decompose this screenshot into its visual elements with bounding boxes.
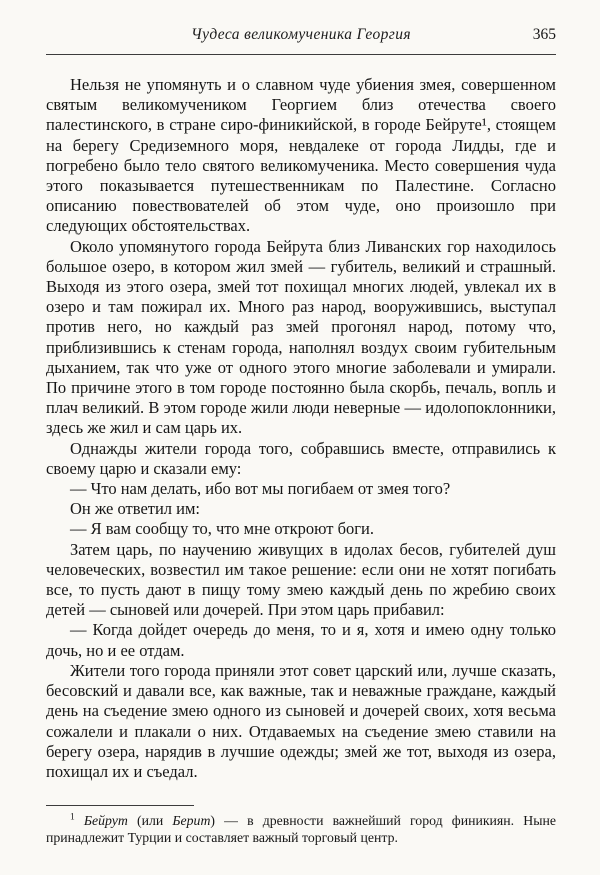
body-text (46, 75, 556, 782)
footnote-term-beirut: Бейрут (83, 812, 128, 828)
body-paragraph: Жители того города приняли этот совет царский или, лучше сказать, бесовский и давали все, как важные, так и неважные граждане, каждый день на съедение змею одного из сыновей и дочерей своих, хотя весьма сожалели и плакали о них. Отдаваемых на съедение змею ставили на берегу озера, нарядив в лучшие одежды; змей же тот, выходя из озера, похищал их и съедал. (46, 660, 556, 781)
footnote-text-rest: ) — в древности важнейший город финикиян. Ныне принадлежит Турции и составляет важный торговый центр. (46, 812, 556, 846)
footnote-term-berit: Берит (172, 812, 211, 828)
body-paragraph: Однажды жители города того, собравшись вместе, отправились к своему царю и сказали ему: (46, 438, 556, 478)
footnote-text-mid: (или (127, 812, 173, 828)
footnote-rule (46, 805, 194, 806)
body-paragraph: Он же ответил им: (70, 499, 201, 519)
dialogue-paragraph: — Когда дойдет очередь до меня, то и я, хотя и имею одну только дочь, но и ее отдам. (46, 620, 556, 660)
header-rule (46, 54, 556, 55)
page-header (46, 26, 556, 48)
footnote-block (46, 805, 556, 875)
body-paragraph: Затем царь, по научению живущих в идолах бесов, губителей душ человеческих, возвестил им такое решение: если они не хотят погибать все, то пусть дают в пищу тому змею каждый день по жребию своих детей — сыновей или дочерей. При этом царь прибавил: (46, 539, 556, 620)
footnote-marker: 1 (70, 812, 75, 823)
page-number: 365 (532, 26, 556, 43)
dialogue-paragraph: — Что нам делать, ибо вот мы погибаем от змея того? (70, 479, 451, 499)
body-paragraph: Нельзя не упомянуть и о славном чуде убиения змея, совершенном святым великомучеником Георгием близ отечества своего палестинского, в стране сиро-финикийской, в городе Бейруте¹, стоящем на берегу Средиземного моря, невдалеке от города Лидды, где и погребено было тело святого великомученика. Место совершения чуда этого показывается путешественникам по Палестине. Согласно описанию повествователей об этом чуде, оно произошло при следующих обстоятельствах. (46, 75, 556, 236)
dialogue-paragraph: — Я вам сообщу то, что мне откроют боги. (70, 519, 374, 539)
running-title: Чудеса великомученика Георгия (191, 26, 411, 43)
body-paragraph: Около упомянутого города Бейрута близ Ливанских гор находилось большое озеро, в котором жил змей — губитель, великий и страшный. Выходя из этого озера, змей тот похищал многих людей, увлекал их в озеро и там пожирал их. Много раз народ, вооружившись, выступал против него, но каждый раз змей прогонял народ, потому что, приблизившись к стенам города, наполнял воздух своим губительным дыханием, так что уже от одного этого многие заболевали и умирали. По причине этого в том городе постоянно была скорбь, печаль, вопль и плач великий. В этом городе жили люди неверные — идолопоклонники, здесь же жил и сам царь их. (46, 236, 556, 438)
footnote (46, 812, 556, 847)
